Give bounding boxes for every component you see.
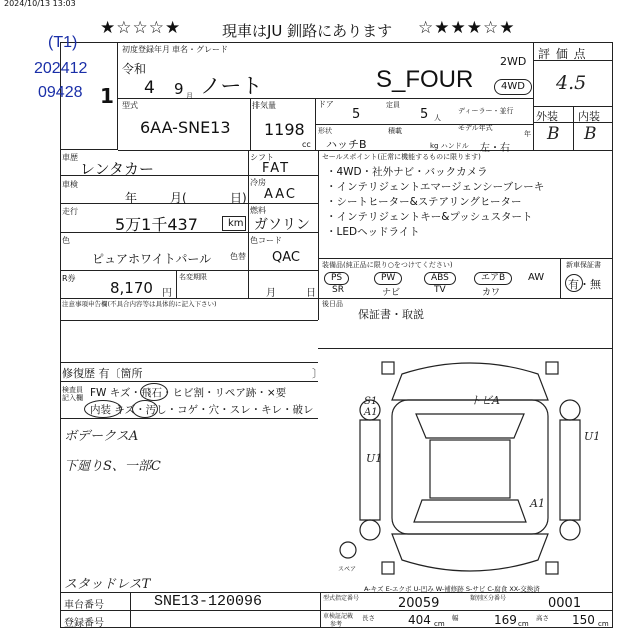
car-damage-diagram <box>330 350 610 585</box>
mark-tobi-a: トビA <box>470 394 500 407</box>
inspector-row-fw: FW キズ・飛石・ヒビ割・リペア跡・×要 <box>90 387 287 399</box>
warranty-value: 有・無 <box>568 278 601 291</box>
int-grade: B <box>584 124 597 144</box>
light-rl <box>382 562 394 574</box>
shift-label: シフト <box>250 153 274 162</box>
ac-label: 冷房 <box>250 178 266 187</box>
chassis-number: SNE13-120096 <box>154 593 263 610</box>
notes-label: 注意事項申告欄(不具合内容等は具体的に記入下さい) <box>62 300 217 308</box>
inspection-month: 月( <box>170 191 187 205</box>
fuel-label: 燃料 <box>250 206 266 215</box>
roof <box>430 440 510 498</box>
eval-score: 4.5 <box>556 72 587 94</box>
width-unit: cm <box>518 620 529 628</box>
sales-point-4: ・インテリジェントキー&プッシュスタート <box>326 211 533 223</box>
cc-unit: cc <box>302 140 311 149</box>
shift-value: FAT <box>262 161 291 176</box>
mark-u1-right: U1 <box>584 430 601 443</box>
windshield <box>416 414 524 438</box>
equip-aw: AW <box>528 272 545 283</box>
drive-4wd-circled: 4WD <box>494 79 532 95</box>
mark-u1-left: U1 <box>366 452 383 465</box>
spare-label: スペア <box>338 566 357 573</box>
color-code-value: QAC <box>272 250 300 265</box>
equip-navi: ナビ <box>382 288 401 298</box>
body-shape: ハッチB <box>326 138 367 151</box>
equipment-title: 装備品(純正品に限り○をつけてください) <box>322 261 453 269</box>
handwritten-note-1: ボデークスA <box>64 429 139 444</box>
handwritten-note-2: 下廻りS、一部C <box>64 459 161 474</box>
mileage-label: 走行 <box>62 207 78 216</box>
warranty-yes-circle <box>565 274 583 292</box>
sales-points-list <box>326 165 544 240</box>
wheel-rr <box>560 520 580 540</box>
load-label: 積載 <box>388 127 402 135</box>
lot-t-code: (T1) <box>48 34 78 51</box>
lot-partial-digit: 1 <box>100 84 114 108</box>
equip-pw: PW <box>374 272 402 285</box>
equip-airbag: エアB <box>474 272 512 285</box>
car-name: ノート <box>200 74 263 98</box>
wheel-fr <box>560 400 580 420</box>
eval-title: 評 価 点 <box>538 47 587 61</box>
banner-stars-right: ☆★★★☆★ <box>418 18 516 38</box>
height-unit: cm <box>598 620 609 628</box>
length-value: 404 <box>408 613 431 627</box>
mark-s1: S1 <box>364 396 378 407</box>
reg-year: 4 <box>144 78 155 98</box>
width-value: 169 <box>494 613 517 627</box>
recycle-unit: 円 <box>162 288 172 299</box>
name-change-day: 日 <box>306 288 316 299</box>
rear-window <box>414 500 526 522</box>
dealer-import-label: ディーラー・並行 <box>458 107 514 115</box>
wheel-rl <box>360 520 380 540</box>
color-code-label: 色コード <box>250 236 282 245</box>
light-rr <box>546 562 558 574</box>
era-label: 令和 <box>122 62 147 76</box>
designation-label: 型式指定番号 <box>323 595 360 602</box>
inspector-row-interior: 内装 キズ・汚し・コゲ・穴・スレ・キレ・破レ <box>90 404 314 416</box>
after-label: 後日品 <box>322 300 343 308</box>
ref-label: 参考 <box>330 621 343 628</box>
displacement-label: 排気量 <box>252 101 276 110</box>
sales-point-5: ・LEDヘッドライト <box>326 226 420 238</box>
seats-value: 5 <box>420 107 429 122</box>
car-grade-label: 車名・グレード <box>172 45 228 54</box>
car-grade: S_FOUR <box>376 66 474 93</box>
month-unit: 月 <box>186 92 193 100</box>
doors-value: 5 <box>352 107 361 122</box>
ac-value: AAC <box>264 187 297 202</box>
handle-side: 左・右 <box>480 143 510 154</box>
spare-tire-icon <box>340 542 356 558</box>
lot-number: 09428 <box>38 84 83 101</box>
color-change-label: 色替 <box>230 252 246 261</box>
category-value: 0001 <box>548 596 582 611</box>
fuel-value: ガソリン <box>254 217 310 233</box>
circled-dirt <box>132 400 158 418</box>
warranty-title: 新車保証書 <box>566 261 601 269</box>
doors-label: ドア <box>318 100 334 109</box>
car-body <box>392 400 548 534</box>
first-reg-label: 初度登録年月 <box>122 45 170 54</box>
recycle-label: R券 <box>62 274 76 283</box>
ext-label: 外装 <box>536 110 558 123</box>
shape-label: 形状 <box>318 127 332 135</box>
inspect-cert-label: 車検証記載 <box>323 613 354 620</box>
width-label: 幅 <box>452 614 459 622</box>
handwritten-note-3: スタッドレスT <box>64 577 151 592</box>
ext-grade: B <box>547 124 560 144</box>
inspection-year: 年 <box>125 191 138 205</box>
color-value: ピュアホワイトパール <box>92 252 212 266</box>
mirror-left <box>382 362 394 374</box>
inspection-label: 車検 <box>62 180 78 189</box>
chassis-label: 車台番号 <box>64 600 104 611</box>
usage-label: 車歴 <box>62 153 78 162</box>
year-unit: 年 <box>524 130 531 138</box>
equip-tv: TV <box>434 285 446 295</box>
sales-points-title: セールスポイント(正常に機能するものに限ります) <box>322 153 481 161</box>
length-label: 長さ <box>362 614 375 622</box>
circled-chip <box>140 383 168 401</box>
equip-ps: PS <box>324 272 349 285</box>
sales-point-1: ・4WD・社外ナビ・バックカメラ <box>326 166 488 178</box>
inspector-label: 検査員記入欄 <box>62 386 83 402</box>
mark-a1-front: A1 <box>364 407 378 418</box>
repair-close: 〕 <box>312 367 323 380</box>
mileage-unit: km <box>228 218 244 229</box>
reg-month: 9 <box>174 80 184 98</box>
model-year-label: モデル年式 <box>458 124 493 132</box>
damage-legend: A-キズ E-エクボ U-凹み W-補修跡 S-サビ C-腐食 XX-交換済 <box>364 585 540 593</box>
registration-label: 登録番号 <box>64 618 104 629</box>
color-label: 色 <box>62 236 70 245</box>
name-change-label: 名変期限 <box>179 273 207 281</box>
name-change-month: 月 <box>266 288 276 299</box>
int-label: 内装 <box>578 110 600 123</box>
lot-date-code: 202412 <box>34 60 88 77</box>
banner-stars-left: ★☆☆☆★ <box>100 18 182 38</box>
mirror-right <box>546 362 558 374</box>
drive-2wd: 2WD <box>500 55 527 68</box>
recycle-value: 8,170 <box>110 279 153 297</box>
person-unit: 人 <box>434 114 441 122</box>
height-value: 150 <box>572 613 595 627</box>
model-code: 6AA-SNE13 <box>140 118 231 137</box>
equip-abs: ABS <box>424 272 456 285</box>
capacity-label: 定員 <box>386 101 400 109</box>
equip-leather: カワ <box>482 288 501 298</box>
kg-handle-label: kg ハンドル <box>430 142 469 150</box>
category-label: 類別区分番号 <box>470 595 507 602</box>
model-type-label: 型式 <box>122 101 138 110</box>
inspection-day: 日) <box>230 191 247 205</box>
equip-sr: SR <box>332 285 344 295</box>
right-side <box>560 420 580 520</box>
banner-text: 現車はJU 釧路にあります <box>222 22 393 40</box>
repair-history: 修復歴 有〔箇所 <box>62 367 143 380</box>
mileage-value: 5万1千437 <box>115 215 198 234</box>
after-value: 保証書・取説 <box>358 308 424 321</box>
car-outline-bottom <box>392 534 548 571</box>
length-unit: cm <box>434 620 445 628</box>
sales-point-2: ・インテリジェントエマージェンシーブレーキ <box>326 181 545 193</box>
timestamp: 2024/10/13 13:03 <box>4 0 76 8</box>
mark-a1-rear: A1 <box>530 497 545 510</box>
designation-value: 20059 <box>398 596 440 611</box>
usage-value: レンタカー <box>80 160 155 178</box>
left-side <box>360 420 383 520</box>
displacement-value: 1198 <box>264 120 305 139</box>
sales-point-3: ・シートヒーター&ステアリングヒーター <box>326 196 522 208</box>
height-label: 高さ <box>536 614 549 622</box>
circled-interior-scratch <box>84 400 122 418</box>
